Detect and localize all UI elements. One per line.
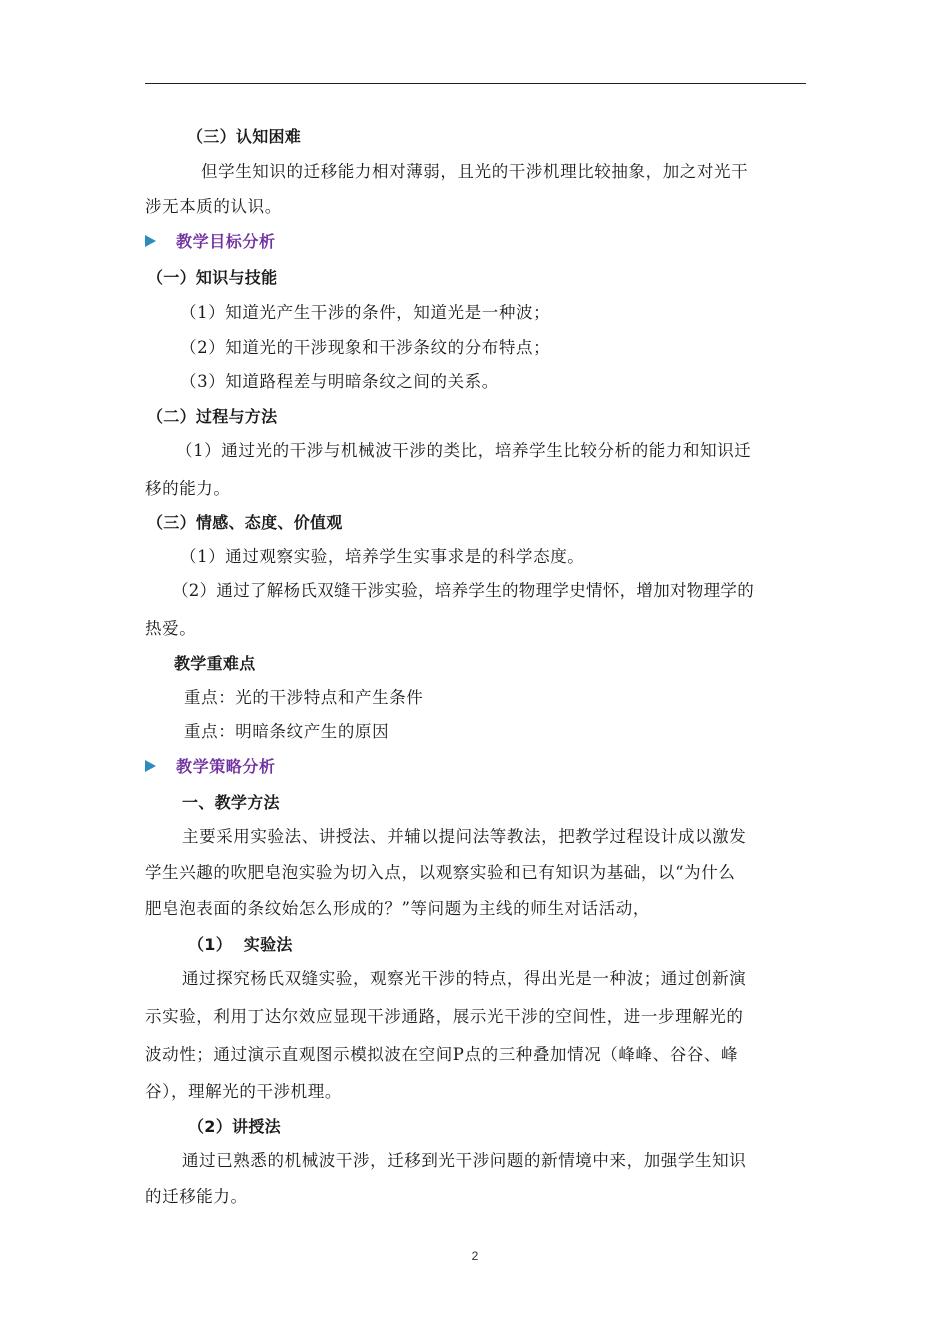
paragraph-line: 波动性；通过演示直观图示模拟波在空间P点的三种叠加情况（峰峰、谷谷、峰 [145, 1045, 739, 1064]
paragraph-line: 通过已熟悉的机械波干涉，迁移到光干涉问题的新情境中来，加强学生知识 [182, 1151, 747, 1170]
paragraph-line: 学生兴趣的吹肥皂泡实验为切入点，以观察实验和已有知识为基础，以“为什么 [145, 863, 736, 882]
list-item: （1）通过光的干涉与机械波干涉的类比，培养学生比较分析的能力和知识迁 [176, 441, 752, 460]
paragraph-line: 移的能力。 [145, 479, 231, 498]
paragraph-line: 重点：明暗条纹产生的原因 [184, 722, 390, 741]
paragraph-line: 热爱。 [145, 619, 197, 638]
paragraph-line: 但学生知识的迁移能力相对薄弱，且光的干涉机理比较抽象，加之对光干 [201, 162, 749, 181]
subsection-heading: （二）过程与方法 [147, 407, 278, 426]
subsection-heading: （2）讲授法 [188, 1117, 281, 1136]
list-item: （3）知道路程差与明暗条纹之间的关系。 [180, 372, 499, 391]
section-heading-text: 教学目标分析 [176, 232, 276, 251]
section-heading-teaching-strategy [145, 756, 807, 778]
page-number: 2 [471, 1249, 479, 1263]
list-item: （1）通过观察实验，培养学生实事求是的科学态度。 [180, 547, 585, 566]
paragraph-line: 重点：光的干涉特点和产生条件 [184, 688, 424, 707]
paragraph-line: 通过探究杨氏双缝实验，观察光干涉的特点，得出光是一种波；通过创新演 [182, 969, 747, 988]
subsection-heading: （三）情感、态度、价值观 [147, 513, 343, 532]
subsection-heading: （1） 实验法 [188, 935, 293, 954]
arrow-bullet-icon [145, 760, 156, 772]
subsection-heading: （三）认知困难 [187, 127, 302, 146]
paragraph-line: 主要采用实验法、讲授法、并辅以提问法等教法，把教学过程设计成以激发 [182, 827, 747, 846]
arrow-bullet-icon [145, 235, 156, 247]
list-item: （2）通过了解杨氏双缝干涉实验，培养学生的物理学史情怀，增加对物理学的 [172, 581, 754, 600]
subsection-heading: 一、教学方法 [182, 793, 280, 812]
paragraph-line: 涉无本质的认识。 [145, 197, 282, 216]
subsection-heading: 教学重难点 [174, 654, 256, 673]
list-item: （2）知道光的干涉现象和干涉条纹的分布特点； [180, 338, 551, 357]
paragraph-line: 肥皂泡表面的条纹始怎么形成的？”等问题为主线的师生对话活动， [145, 899, 650, 918]
paragraph-line: 的迁移能力。 [145, 1187, 248, 1206]
paragraph-line: 示实验，利用丁达尔效应显现干涉通路，展示光干涉的空间性，进一步理解光的 [145, 1007, 744, 1026]
list-item: （1）知道光产生干涉的条件，知道光是一种波； [180, 303, 551, 322]
subsection-heading: （一）知识与技能 [147, 268, 278, 287]
header-rule [145, 83, 806, 84]
paragraph-line: 谷），理解光的干涉机理。 [145, 1082, 342, 1101]
section-heading-text: 教学策略分析 [176, 757, 276, 776]
section-heading-teaching-goals [145, 231, 807, 253]
